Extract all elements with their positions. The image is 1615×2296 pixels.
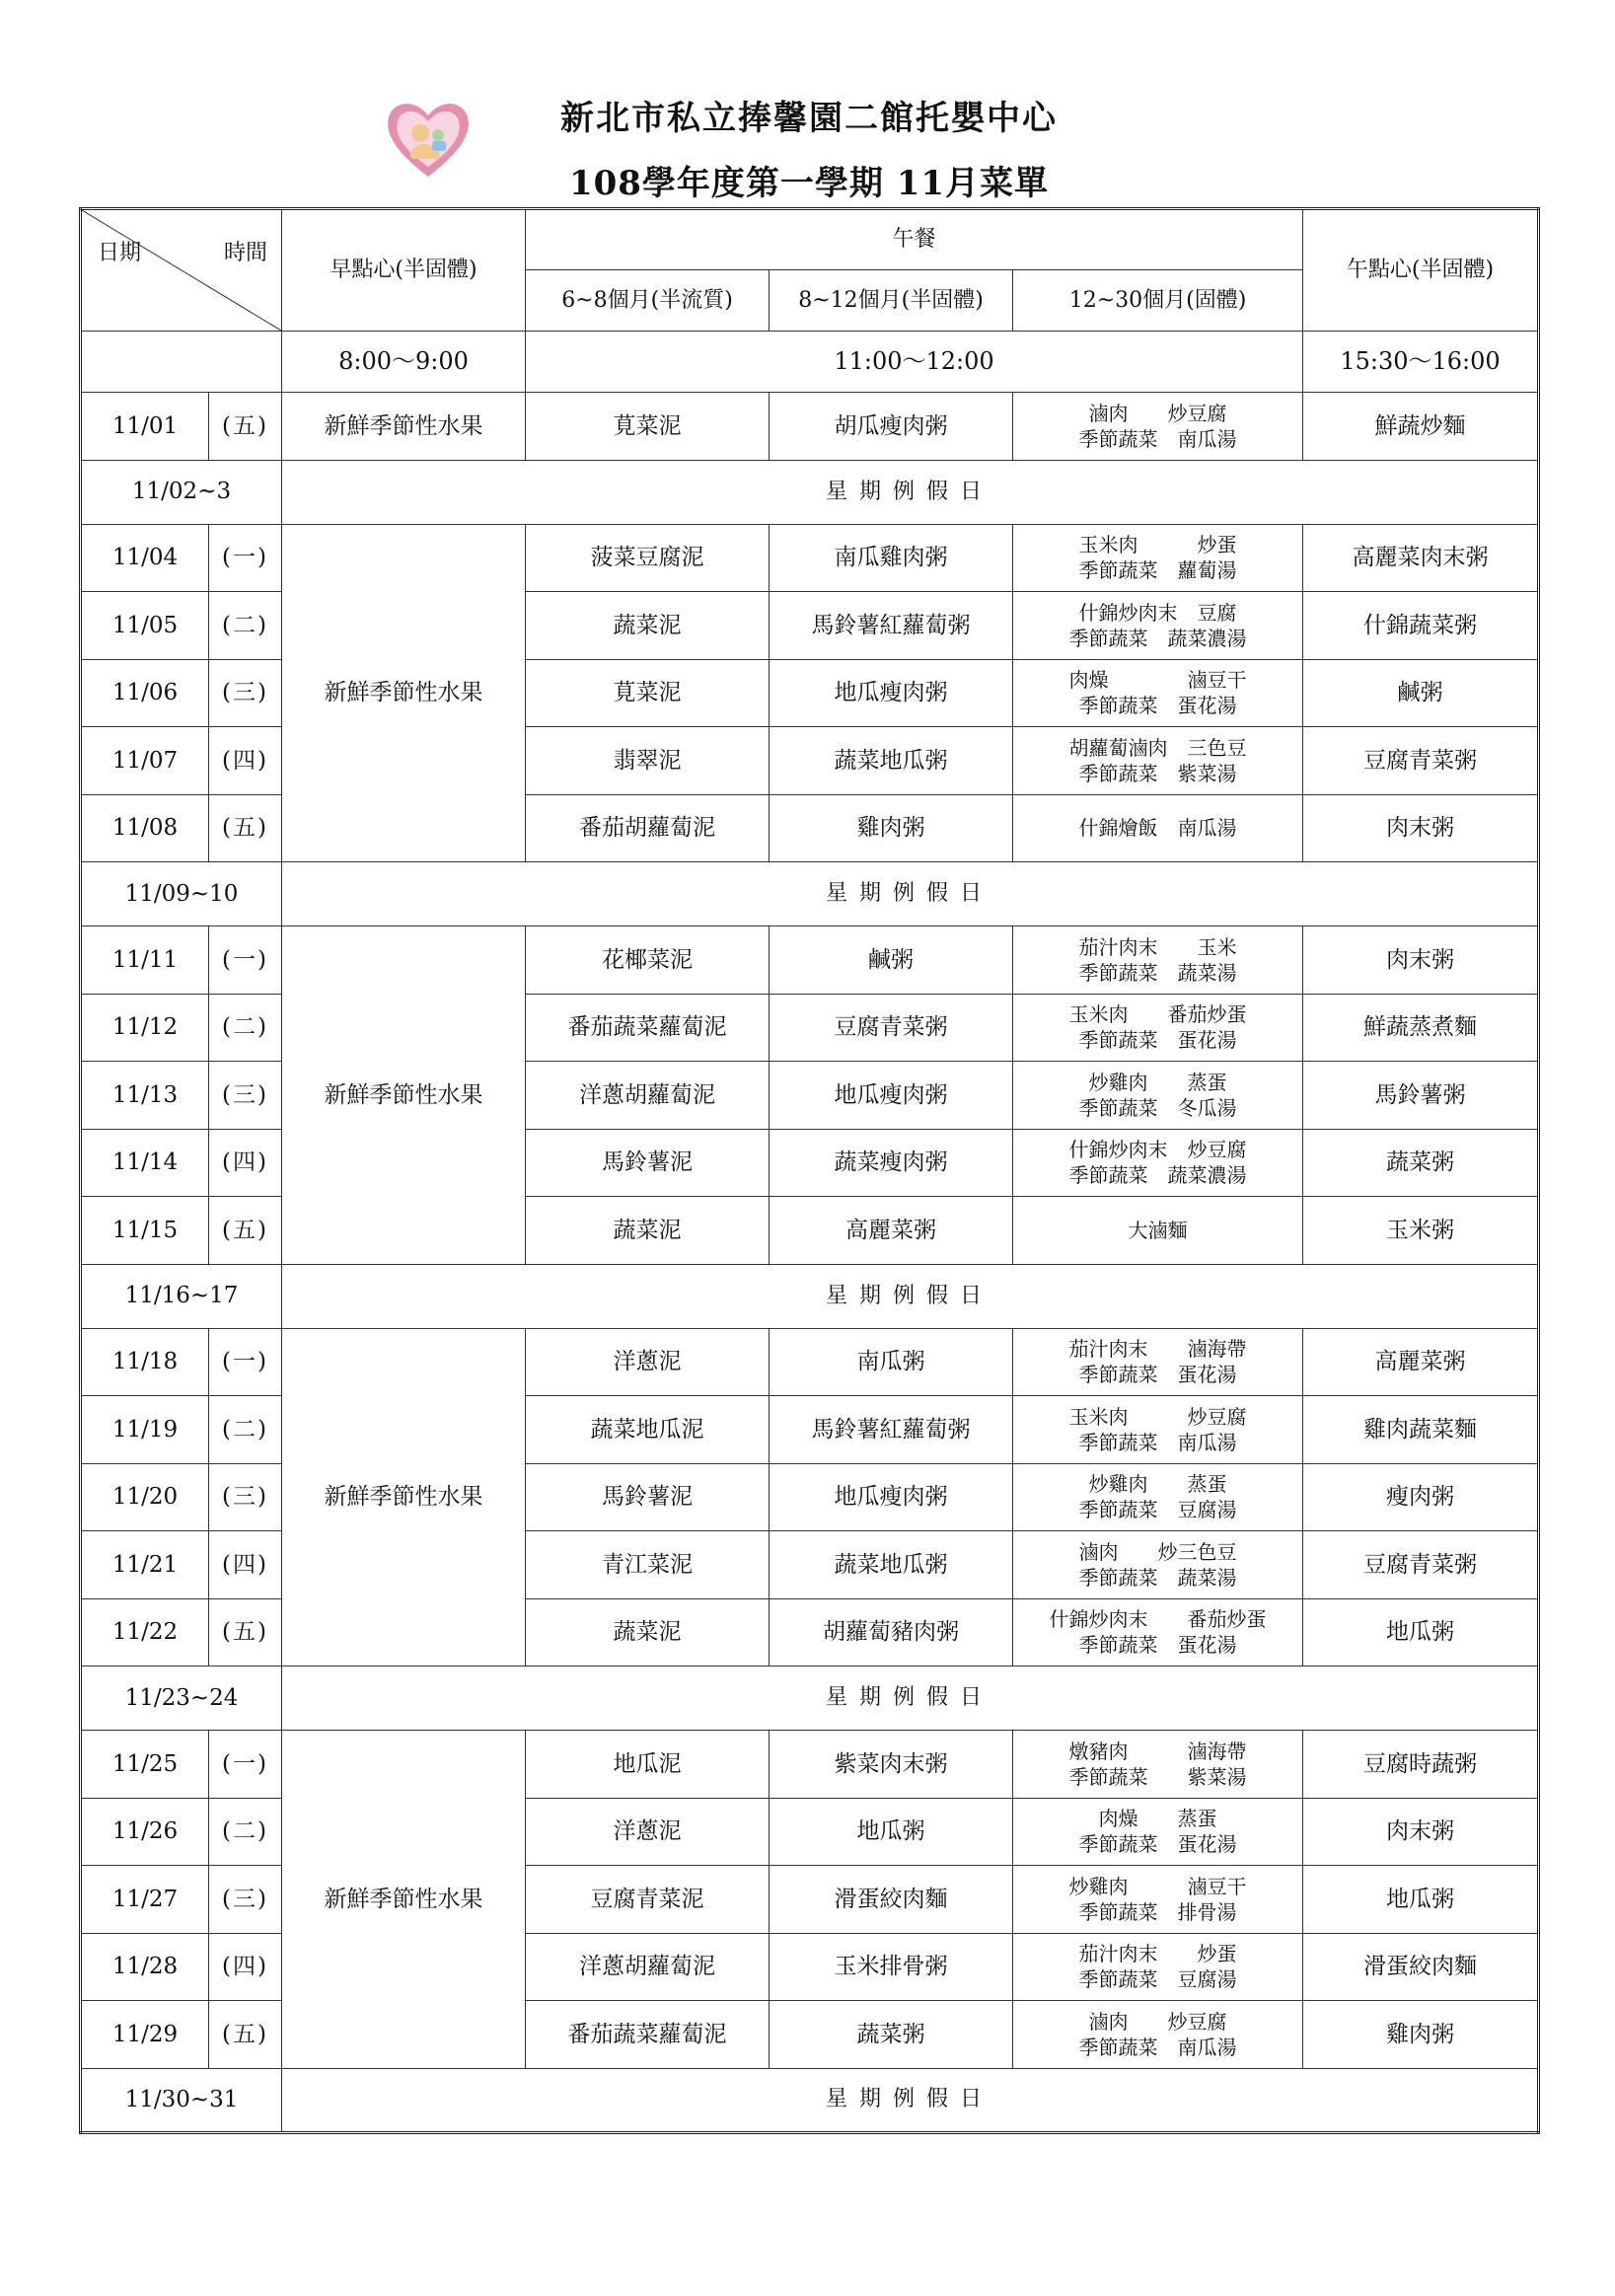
- lunch-12-30-line1: 什錦炒肉末 豆腐: [1078, 600, 1237, 625]
- day-weekday: (二): [209, 1396, 282, 1464]
- day-weekday: (五): [209, 393, 282, 461]
- day-date: 11/20: [81, 1463, 209, 1531]
- afternoon-snack-cell: 雞肉蔬菜麵: [1303, 1396, 1539, 1464]
- lunch-12-30-line2: 季節蔬菜 蘿蔔湯: [1078, 558, 1237, 583]
- lunch-8-12-cell: 胡蘿蔔豬肉粥: [770, 1598, 1013, 1666]
- lunch-8-12-cell: 玉米排骨粥: [770, 1933, 1013, 2001]
- day-date: 11/22: [81, 1598, 209, 1666]
- day-date: 11/27: [81, 1866, 209, 1934]
- day-weekday: (一): [209, 524, 282, 592]
- school-title: 新北市私立捧馨園二館托嬰中心: [560, 99, 1058, 138]
- day-date: 11/12: [81, 994, 209, 1062]
- afternoon-snack-cell: 豆腐時蔬粥: [1303, 1731, 1539, 1799]
- lunch-6-8-cell: 蔬菜泥: [526, 1598, 770, 1666]
- lunch-8-12-cell: 馬鈴薯紅蘿蔔粥: [770, 592, 1013, 660]
- lunch-12-30-cell: [1013, 727, 1303, 795]
- day-date: 11/14: [81, 1129, 209, 1197]
- lunch-6-8-cell: 蔬菜地瓜泥: [526, 1396, 770, 1464]
- lunch-6-8-cell: 地瓜泥: [526, 1731, 770, 1799]
- lunch-12-30-cell: [1013, 1396, 1303, 1464]
- lunch-6-8-cell: 洋蔥泥: [526, 1798, 770, 1866]
- afternoon-snack-cell: 地瓜粥: [1303, 1598, 1539, 1666]
- morning-snack-cell: 新鮮季節性水果: [282, 524, 526, 862]
- lunch-12-30-cell: [1013, 1463, 1303, 1531]
- lunch-12-30-line1: 肉燥 蒸蛋: [1098, 1807, 1217, 1831]
- day-weekday: (五): [209, 2001, 282, 2069]
- day-weekday: (一): [209, 926, 282, 995]
- lunch-6-8-cell: 蔬菜泥: [526, 1197, 770, 1265]
- day-weekday: (四): [209, 1531, 282, 1599]
- lunch-12-30-header: 12~30個月(固體): [1013, 270, 1303, 332]
- lunch-6-8-cell: 青江菜泥: [526, 1531, 770, 1599]
- lunch-12-30-line2: 季節蔬菜 排骨湯: [1078, 1899, 1237, 1924]
- menu-day-row: [81, 926, 1539, 995]
- afternoon-snack-cell: 肉末粥: [1303, 794, 1539, 862]
- morning-snack-cell: 新鮮季節性水果: [282, 926, 526, 1265]
- afternoon-snack-header: 午點心(半固體): [1303, 209, 1539, 332]
- lunch-12-30-line1: 肉燥 滷豆干: [1068, 668, 1247, 693]
- lunch-6-8-cell: 豆腐青菜泥: [526, 1866, 770, 1934]
- lunch-12-30-cell: [1013, 1866, 1303, 1934]
- lunch-12-30-cell: [1013, 2001, 1303, 2069]
- day-date: 11/08: [81, 794, 209, 862]
- afternoon-snack-cell: 雞肉粥: [1303, 2001, 1539, 2069]
- lunch-8-12-cell: 豆腐青菜粥: [770, 994, 1013, 1062]
- day-date: 11/26: [81, 1798, 209, 1866]
- day-date: 11/06: [81, 659, 209, 727]
- afternoon-snack-cell: 滑蛋絞肉麵: [1303, 1933, 1539, 2001]
- holiday-label: 星期例假日: [282, 862, 1539, 926]
- holiday-date: 11/23~24: [81, 1666, 282, 1731]
- day-date: 11/21: [81, 1531, 209, 1599]
- lunch-8-12-cell: 地瓜瘦肉粥: [770, 1463, 1013, 1531]
- lunch-6-8-cell: 洋蔥胡蘿蔔泥: [526, 1933, 770, 2001]
- lunch-12-30-cell: [1013, 1933, 1303, 2001]
- lunch-12-30-line2: 季節蔬菜 蛋花湯: [1078, 1633, 1237, 1658]
- lunch-8-12-header: 8~12個月(半固體): [770, 270, 1013, 332]
- lunch-8-12-cell: 胡瓜瘦肉粥: [770, 393, 1013, 461]
- afternoon-snack-cell: 玉米粥: [1303, 1197, 1539, 1265]
- lunch-8-12-cell: 鹹粥: [770, 926, 1013, 995]
- holiday-date: 11/30~31: [81, 2068, 282, 2132]
- lunch-6-8-cell: 洋蔥泥: [526, 1328, 770, 1396]
- holiday-label: 星期例假日: [282, 2068, 1539, 2132]
- lunch-8-12-cell: 蔬菜瘦肉粥: [770, 1129, 1013, 1197]
- lunch-12-30-line1: 什錦炒肉末 番茄炒蛋: [1049, 1607, 1267, 1632]
- lunch-8-12-cell: 蔬菜地瓜粥: [770, 727, 1013, 795]
- lunch-8-12-cell: 地瓜瘦肉粥: [770, 1062, 1013, 1130]
- holiday-date: 11/09~10: [81, 862, 282, 926]
- day-date: 11/29: [81, 2001, 209, 2069]
- afternoon-snack-cell: 豆腐青菜粥: [1303, 1531, 1539, 1599]
- lunch-8-12-cell: 滑蛋絞肉麵: [770, 1866, 1013, 1934]
- lunch-6-8-cell: 翡翠泥: [526, 727, 770, 795]
- day-weekday: (五): [209, 1197, 282, 1265]
- lunch-header: 午餐: [526, 209, 1303, 270]
- lunch-12-30-cell: [1013, 1531, 1303, 1599]
- lunch-12-30-line1: 燉豬肉 滷海帶: [1068, 1739, 1247, 1763]
- afternoon-snack-cell: 蔬菜粥: [1303, 1129, 1539, 1197]
- afternoon-snack-cell: 地瓜粥: [1303, 1866, 1539, 1934]
- lunch-12-30-cell: [1013, 659, 1303, 727]
- lunch-12-30-line1: 大滷麵: [1128, 1218, 1188, 1242]
- afternoon-snack-cell: 豆腐青菜粥: [1303, 727, 1539, 795]
- lunch-12-30-cell: [1013, 1197, 1303, 1265]
- afternoon-snack-cell: 肉末粥: [1303, 926, 1539, 995]
- holiday-row: [81, 1264, 1539, 1328]
- lunch-12-30-line1: 玉米肉 番茄炒蛋: [1068, 1002, 1247, 1027]
- morning-snack-cell: 新鮮季節性水果: [282, 393, 526, 461]
- holiday-row: [81, 2068, 1539, 2132]
- lunch-12-30-line2: 季節蔬菜 南瓜湯: [1078, 1430, 1237, 1454]
- date-time-corner-cell: [81, 209, 282, 332]
- date-header: 日期: [98, 240, 142, 265]
- lunch-6-8-cell: 菠菜豆腐泥: [526, 524, 770, 592]
- day-weekday: (一): [209, 1328, 282, 1396]
- lunch-8-12-cell: 雞肉粥: [770, 794, 1013, 862]
- lunch-12-30-line2: 季節蔬菜 蔬菜濃湯: [1068, 626, 1247, 650]
- day-weekday: (五): [209, 794, 282, 862]
- day-weekday: (四): [209, 1933, 282, 2001]
- lunch-12-30-line2: 季節蔬菜 南瓜湯: [1078, 2035, 1237, 2059]
- lunch-12-30-cell: [1013, 794, 1303, 862]
- day-weekday: (三): [209, 1866, 282, 1934]
- lunch-12-30-line2: 季節蔬菜 蔬菜湯: [1078, 1565, 1237, 1590]
- menu-day-row: [81, 1328, 1539, 1396]
- lunch-12-30-line2: 季節蔬菜 豆腐湯: [1078, 1967, 1237, 1992]
- morning-time: 8:00～9:00: [282, 332, 526, 393]
- lunch-6-8-cell: 番茄蔬菜蘿蔔泥: [526, 2001, 770, 2069]
- lunch-12-30-line2: 季節蔬菜 冬瓜湯: [1078, 1095, 1237, 1120]
- lunch-8-12-cell: 南瓜粥: [770, 1328, 1013, 1396]
- day-date: 11/13: [81, 1062, 209, 1130]
- afternoon-time: 15:30～16:00: [1303, 332, 1539, 393]
- lunch-12-30-cell: [1013, 592, 1303, 660]
- day-date: 11/19: [81, 1396, 209, 1464]
- day-date: 11/01: [81, 393, 209, 461]
- morning-snack-cell: 新鮮季節性水果: [282, 1731, 526, 2069]
- lunch-12-30-line1: 什錦燴飯 南瓜湯: [1078, 816, 1237, 841]
- day-date: 11/05: [81, 592, 209, 660]
- heart-logo-icon: [383, 94, 474, 181]
- afternoon-snack-cell: 馬鈴薯粥: [1303, 1062, 1539, 1130]
- lunch-12-30-cell: [1013, 393, 1303, 461]
- lunch-12-30-line1: 玉米肉 炒豆腐: [1068, 1404, 1247, 1429]
- lunch-8-12-cell: 紫菜肉末粥: [770, 1731, 1013, 1799]
- lunch-8-12-cell: 地瓜粥: [770, 1798, 1013, 1866]
- lunch-12-30-line1: 茄汁肉末 滷海帶: [1068, 1337, 1247, 1362]
- day-weekday: (五): [209, 1598, 282, 1666]
- lunch-6-8-cell: 莧菜泥: [526, 659, 770, 727]
- document-header: [0, 0, 1615, 209]
- lunch-12-30-line2: 季節蔬菜 蔬菜湯: [1078, 960, 1237, 985]
- lunch-8-12-cell: 高麗菜粥: [770, 1197, 1013, 1265]
- holiday-row: [81, 460, 1539, 524]
- afternoon-snack-cell: 鹹粥: [1303, 659, 1539, 727]
- lunch-6-8-header: 6~8個月(半流質): [526, 270, 770, 332]
- lunch-12-30-line1: 什錦炒肉末 炒豆腐: [1068, 1138, 1247, 1162]
- menu-day-row: [81, 524, 1539, 592]
- lunch-12-30-cell: [1013, 1328, 1303, 1396]
- lunch-12-30-line1: 滷肉 炒豆腐: [1088, 401, 1227, 425]
- holiday-label: 星期例假日: [282, 1264, 1539, 1328]
- lunch-12-30-cell: [1013, 1598, 1303, 1666]
- afternoon-snack-cell: 瘦肉粥: [1303, 1463, 1539, 1531]
- lunch-8-12-cell: 蔬菜粥: [770, 2001, 1013, 2069]
- afternoon-snack-cell: 什錦蔬菜粥: [1303, 592, 1539, 660]
- lunch-6-8-cell: 蔬菜泥: [526, 592, 770, 660]
- lunch-12-30-line2: 季節蔬菜 南瓜湯: [1078, 426, 1237, 451]
- holiday-row: [81, 1666, 1539, 1731]
- lunch-12-30-cell: [1013, 524, 1303, 592]
- holiday-label: 星期例假日: [282, 460, 1539, 524]
- lunch-6-8-cell: 馬鈴薯泥: [526, 1129, 770, 1197]
- afternoon-snack-cell: 高麗菜肉末粥: [1303, 524, 1539, 592]
- day-date: 11/28: [81, 1933, 209, 2001]
- lunch-12-30-line1: 胡蘿蔔滷肉 三色豆: [1068, 735, 1247, 760]
- day-weekday: (一): [209, 1731, 282, 1799]
- day-weekday: (二): [209, 592, 282, 660]
- day-date: 11/15: [81, 1197, 209, 1265]
- holiday-label: 星期例假日: [282, 1666, 1539, 1731]
- holiday-date: 11/16~17: [81, 1264, 282, 1328]
- lunch-6-8-cell: 洋蔥胡蘿蔔泥: [526, 1062, 770, 1130]
- lunch-12-30-line1: 茄汁肉末 炒蛋: [1078, 1942, 1237, 1966]
- lunch-12-30-line1: 炒雞肉 蒸蛋: [1088, 1472, 1227, 1497]
- day-date: 11/04: [81, 524, 209, 592]
- lunch-12-30-line2: 季節蔬菜 蔬菜濃湯: [1068, 1163, 1247, 1188]
- lunch-12-30-line1: 炒雞肉 滷豆干: [1068, 1874, 1247, 1898]
- afternoon-snack-cell: 鮮蔬蒸煮麵: [1303, 994, 1539, 1062]
- lunch-8-12-cell: 南瓜雞肉粥: [770, 524, 1013, 592]
- day-date: 11/07: [81, 727, 209, 795]
- menu-term-title: 108學年度第一學期 11月菜單: [568, 164, 1050, 203]
- day-weekday: (三): [209, 659, 282, 727]
- lunch-time: 11:00～12:00: [526, 332, 1303, 393]
- lunch-12-30-line1: 滷肉 炒三色豆: [1078, 1539, 1237, 1564]
- lunch-6-8-cell: 花椰菜泥: [526, 926, 770, 995]
- afternoon-snack-cell: 肉末粥: [1303, 1798, 1539, 1866]
- morning-snack-header: 早點心(半固體): [282, 209, 526, 332]
- holiday-row: [81, 862, 1539, 926]
- lunch-12-30-cell: [1013, 1798, 1303, 1866]
- lunch-12-30-line2: 季節蔬菜 蛋花湯: [1078, 1832, 1237, 1857]
- lunch-12-30-cell: [1013, 1731, 1303, 1799]
- lunch-12-30-cell: [1013, 994, 1303, 1062]
- monthly-menu-table: [79, 207, 1540, 2134]
- time-row-blank: [81, 332, 282, 393]
- lunch-12-30-line2: 季節蔬菜 紫菜湯: [1068, 1764, 1247, 1789]
- lunch-6-8-cell: 莧菜泥: [526, 393, 770, 461]
- day-weekday: (三): [209, 1463, 282, 1531]
- lunch-12-30-line1: 滷肉 炒豆腐: [1088, 2009, 1227, 2034]
- day-weekday: (三): [209, 1062, 282, 1130]
- lunch-12-30-line2: 季節蔬菜 紫菜湯: [1078, 761, 1237, 785]
- afternoon-snack-cell: 鮮蔬炒麵: [1303, 393, 1539, 461]
- day-date: 11/25: [81, 1731, 209, 1799]
- menu-day-row: [81, 1731, 1539, 1799]
- lunch-6-8-cell: 番茄胡蘿蔔泥: [526, 794, 770, 862]
- morning-snack-cell: 新鮮季節性水果: [282, 1328, 526, 1666]
- holiday-date: 11/02~3: [81, 460, 282, 524]
- day-date: 11/18: [81, 1328, 209, 1396]
- afternoon-snack-cell: 高麗菜粥: [1303, 1328, 1539, 1396]
- day-weekday: (四): [209, 727, 282, 795]
- day-weekday: (二): [209, 1798, 282, 1866]
- lunch-12-30-line1: 玉米肉 炒蛋: [1078, 533, 1237, 557]
- time-header: 時間: [223, 240, 267, 265]
- menu-day-row: [81, 393, 1539, 461]
- day-weekday: (四): [209, 1129, 282, 1197]
- lunch-12-30-line2: 季節蔬菜 蛋花湯: [1078, 694, 1237, 718]
- lunch-6-8-cell: 馬鈴薯泥: [526, 1463, 770, 1531]
- lunch-12-30-line1: 炒雞肉 蒸蛋: [1088, 1070, 1227, 1094]
- lunch-8-12-cell: 地瓜瘦肉粥: [770, 659, 1013, 727]
- lunch-12-30-line2: 季節蔬菜 豆腐湯: [1078, 1498, 1237, 1522]
- lunch-8-12-cell: 馬鈴薯紅蘿蔔粥: [770, 1396, 1013, 1464]
- lunch-12-30-cell: [1013, 926, 1303, 995]
- lunch-12-30-line2: 季節蔬菜 蛋花湯: [1078, 1028, 1237, 1053]
- day-date: 11/11: [81, 926, 209, 995]
- lunch-12-30-cell: [1013, 1062, 1303, 1130]
- lunch-6-8-cell: 番茄蔬菜蘿蔔泥: [526, 994, 770, 1062]
- lunch-12-30-cell: [1013, 1129, 1303, 1197]
- lunch-12-30-line2: 季節蔬菜 蛋花湯: [1078, 1363, 1237, 1387]
- day-weekday: (二): [209, 994, 282, 1062]
- lunch-8-12-cell: 蔬菜地瓜粥: [770, 1531, 1013, 1599]
- lunch-12-30-line1: 茄汁肉末 玉米: [1078, 934, 1237, 959]
